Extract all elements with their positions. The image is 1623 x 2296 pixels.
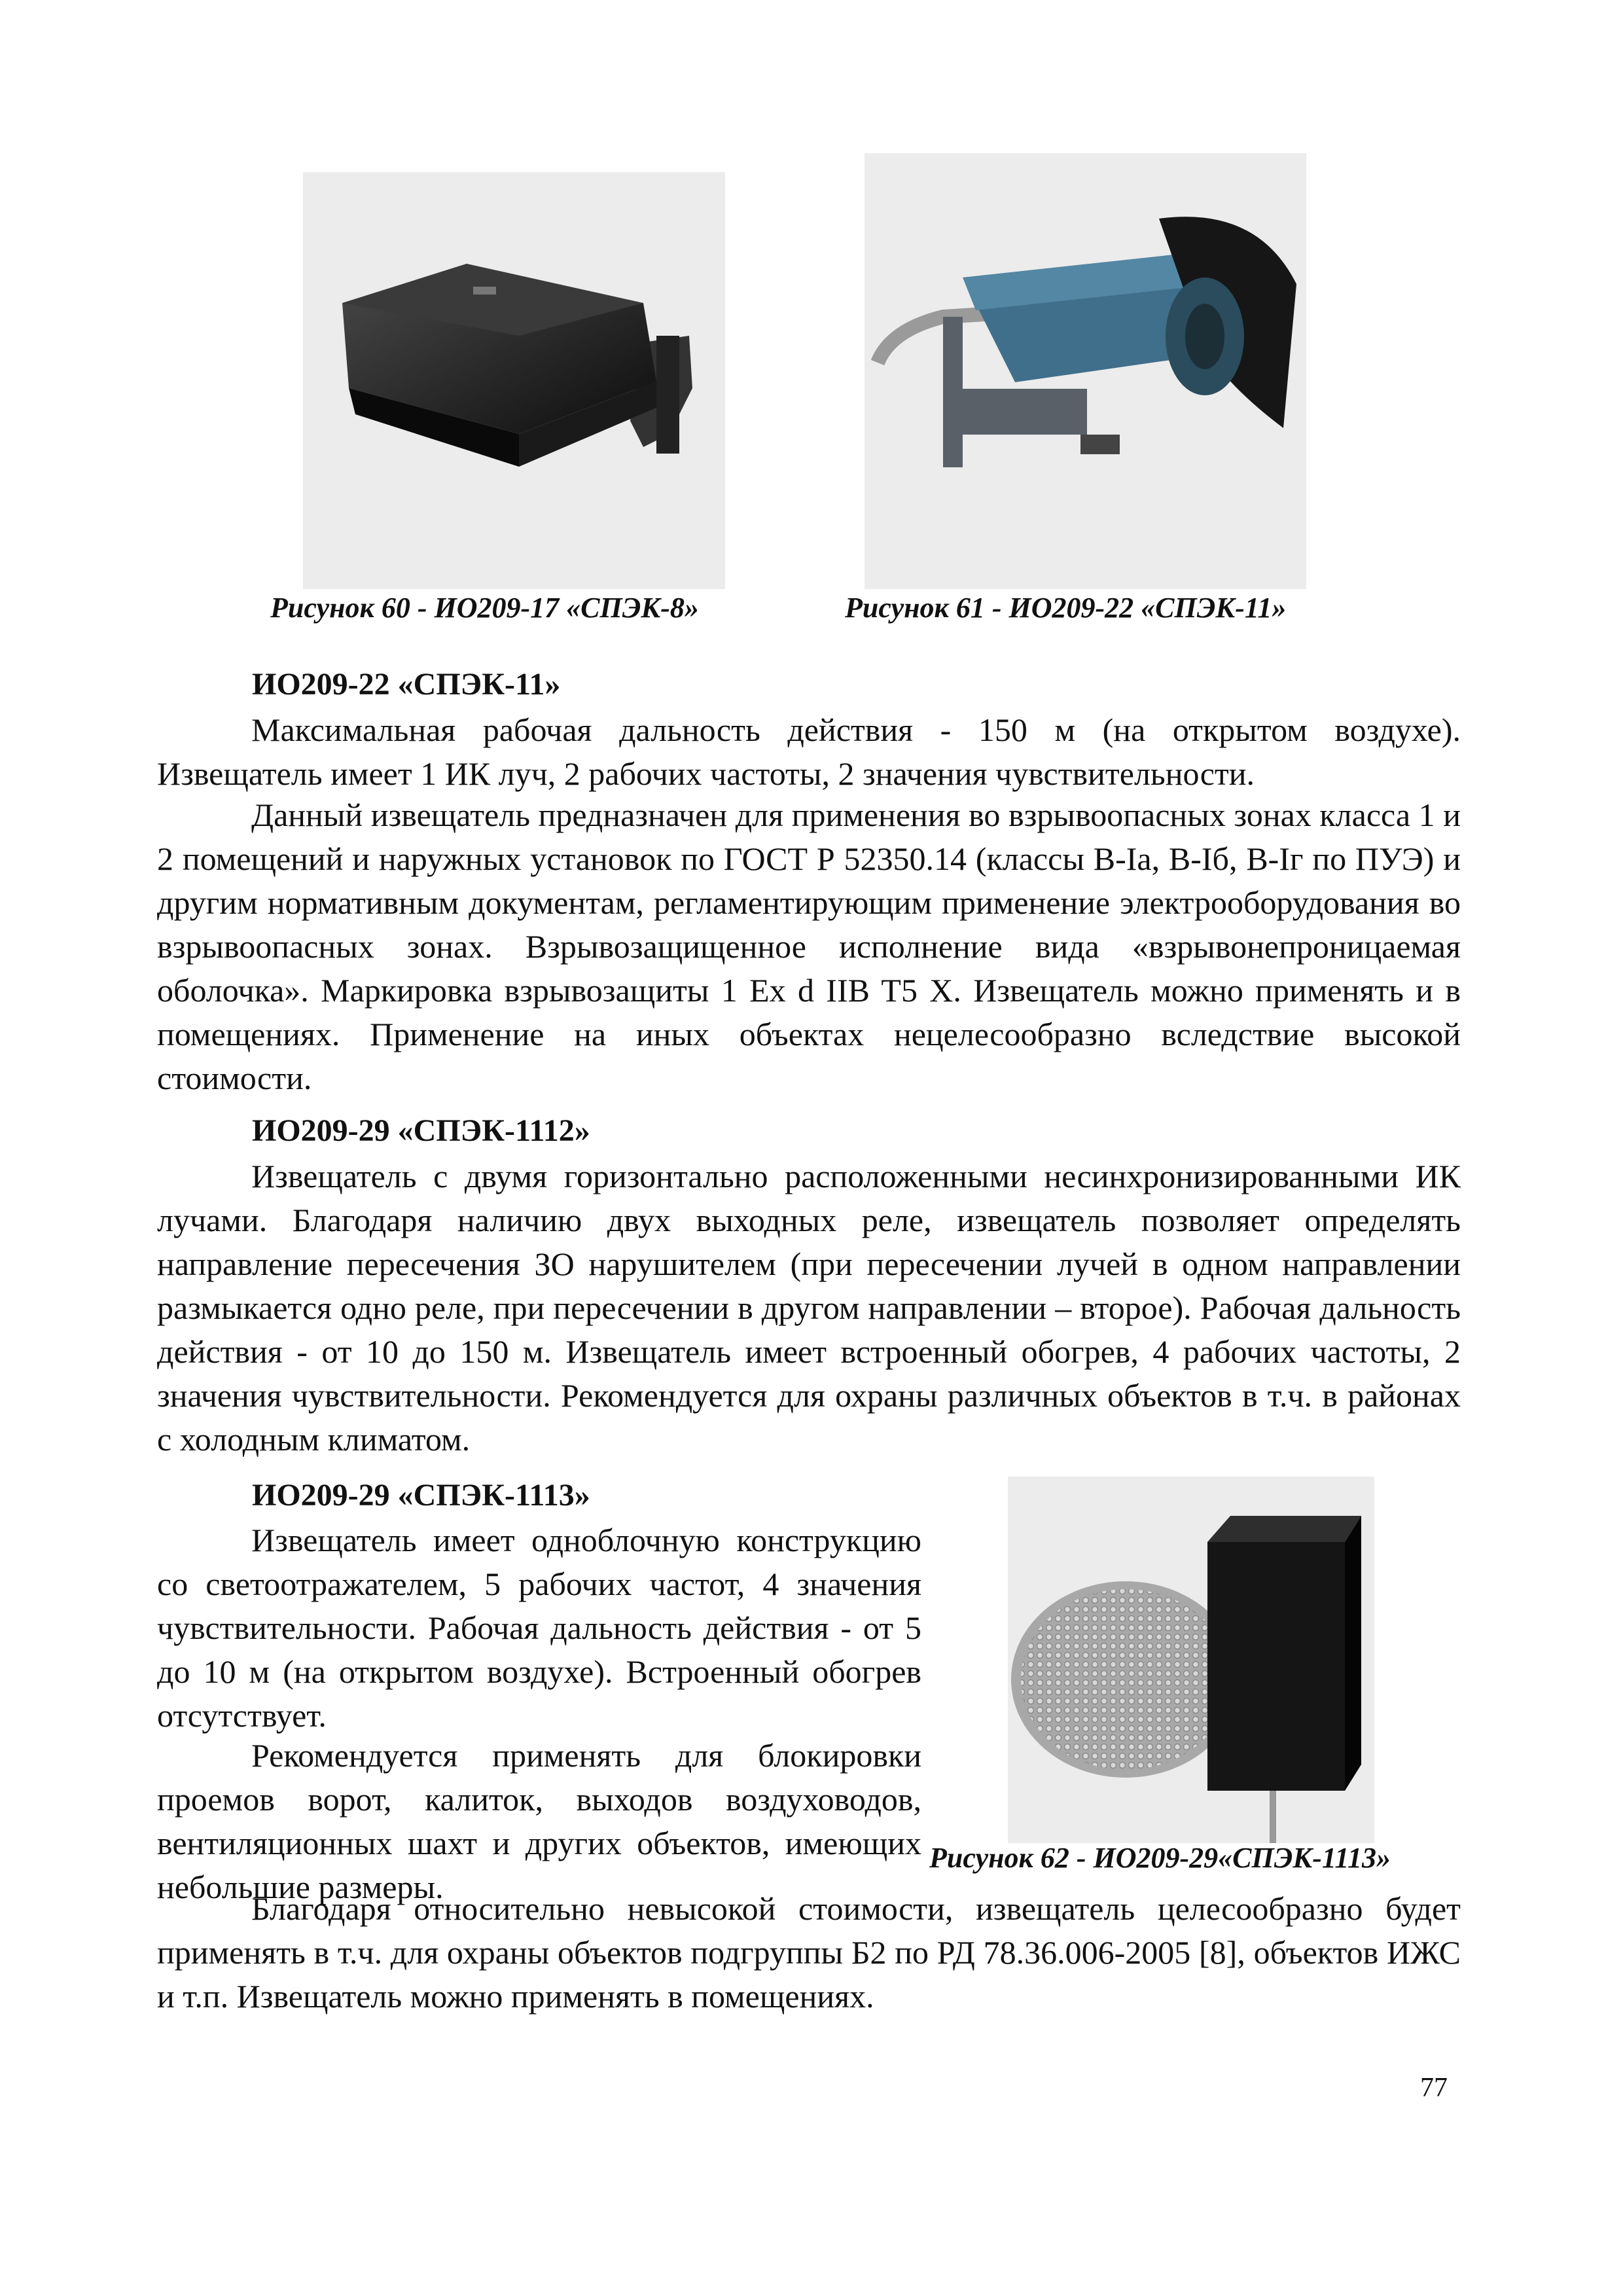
section-heading-spek-1113: ИО209-29 «СПЭК-1113»: [252, 1478, 590, 1513]
figure-62-caption: Рисунок 62 - ИО209-29«СПЭК-1113»: [929, 1842, 1391, 1874]
page-number: 77: [1420, 2073, 1448, 2103]
paragraph: Рекомендуется применять для блокировки проемов ворот, калиток, выходов воздуховодов, вентиляционных шахт и других объектов, имеющих небольшие размеры.: [157, 1737, 921, 1905]
spek-11-detector-illustration: [865, 153, 1306, 589]
paragraph: Извещатель с двумя горизонтально расположенными несинхронизированными ИК лучами. Благодаря наличию двух выходных реле, извещатель позволяет определять направление пересечения ЗО нарушителем (при пересечении лучей в одном направлении размыкается одно реле, при пересечении в другом направлении – второе). Рабочая дальность действия - от 10 до 150 м. Извещатель имеет встроенный обогрев, 4 рабочих частоты, 2 значения чувствительности. Рекомендуется для охраны различных объектов в т.ч. в районах с холодным климатом.: [157, 1158, 1461, 1458]
paragraph: Извещатель имеет одноблочную конструкцию со светоотражателем, 5 рабочих частот, 4 значения чувствительности. Рабочая дальность действия - от 5 до 10 м (на открытом воздухе). Встроенный обогрев отсутствует.: [157, 1522, 921, 1734]
figure-60-image: [303, 172, 725, 589]
paragraph: Данный извещатель предназначен для применения во взрывоопасных зонах класса 1 и 2 помещений и наружных установок по ГОСТ Р 52350.14 (классы В-Iа, В-Iб, В-Iг по ПУЭ) и другим нормативным документам, регламентирующим применение электрооборудования во взрывоопасных зонах. Взрывозащищенное исполнение вида «взрывонепроницаемая оболочка». Маркировка взрывозащиты 1 Ex d IIB T5 X. Извещатель можно применять и в помещениях. Применение на иных объектах нецелесообразно вследствие высокой стоимости.: [157, 797, 1461, 1096]
figure-61-image: [865, 153, 1306, 589]
paragraph: Максимальная рабочая дальность действия - 150 м (на открытом воздухе). Извещатель имеет 1 ИК луч, 2 рабочих частоты, 2 значения чувствительности.: [157, 711, 1461, 792]
paragraph: Благодаря относительно невысокой стоимости, извещатель целесообразно будет применять в т.ч. для охраны объектов подгруппы Б2 по РД 78.36.006-2005 [8], объектов ИЖС и т.п. Извещатель можно применять в помещениях.: [157, 1890, 1461, 2015]
figure-62-image: [1008, 1477, 1374, 1843]
section-heading-spek-1112: ИО209-29 «СПЭК-1112»: [252, 1113, 590, 1148]
figure-61-caption: Рисунок 61 - ИО209-22 «СПЭК-11»: [845, 592, 1287, 624]
spek-1113-detector-illustration: [1008, 1477, 1374, 1843]
section-heading-spek-11: ИО209-22 «СПЭК-11»: [252, 667, 561, 702]
figure-60-caption: Рисунок 60 - ИО209-17 «СПЭК-8»: [270, 592, 699, 624]
spek-8-detector-illustration: [303, 172, 725, 589]
